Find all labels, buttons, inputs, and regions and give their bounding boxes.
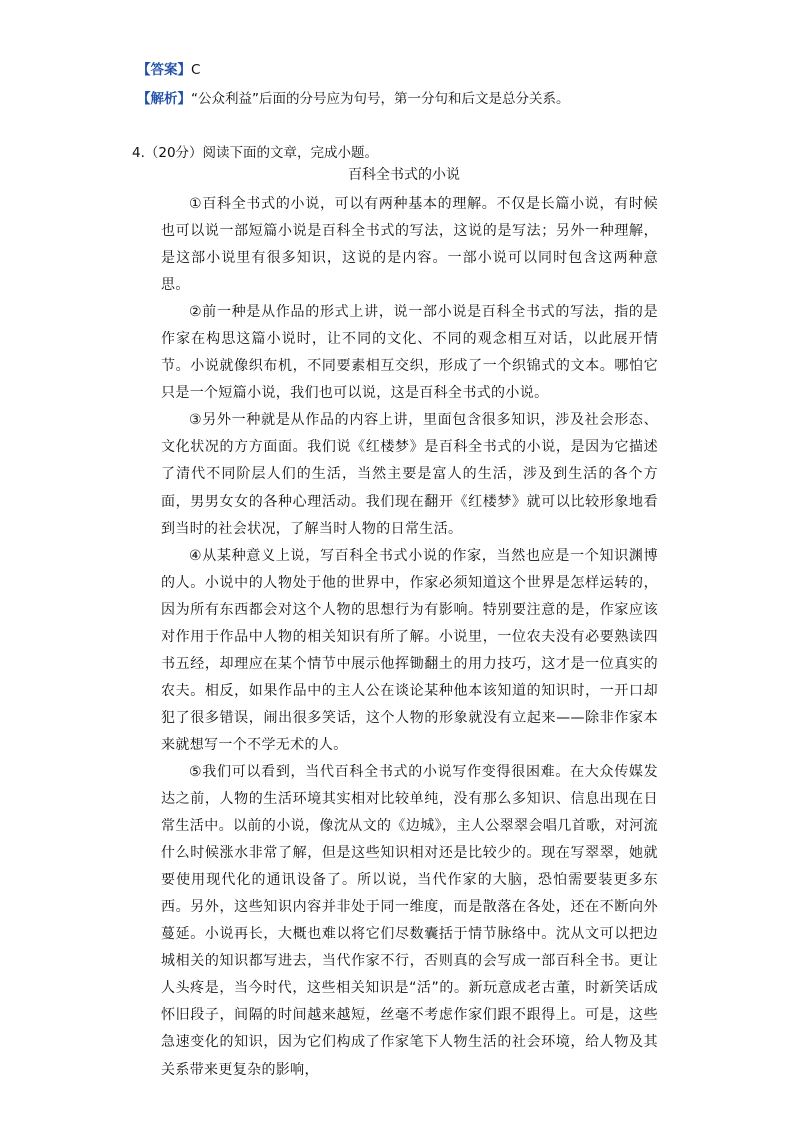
article-title: 百科全书式的小说 [348, 167, 460, 183]
analysis-text: “公众利益”后面的分号应为句号，第一分句和后文是总分关系。 [191, 91, 570, 107]
answer-line [137, 60, 200, 80]
analysis-tag: 【解析】 [137, 91, 191, 107]
paragraph-3: ③另外一种就是从作品的内容上讲，里面包含很多知识，涉及社会形态、文化状况的方方面面。我们说《红楼梦》是百科全书式的小说，是因为它描述了清代不同阶层人们的生活，当然主要是富人的生活，涉及到生活的各个方面，男男女女的各种心理活动。我们现在翻开《红楼梦》就可以比较形象地看到当时的社会状况，了解当时人物的日常生活。 [161, 412, 658, 537]
paragraph-1: ①百科全书式的小说，可以有两种基本的理解。不仅是长篇小说，有时候也可以说一部短篇小说是百科全书式的写法，这说的是写法；另外一种理解，是这部小说里有很多知识，这说的是内容。一部小说可以同时包含这两种意思。 [161, 196, 658, 294]
paragraph-2: ②前一种是从作品的形式上讲，说一部小说是百科全书式的写法，指的是作家在构思这篇小说时，让不同的文化、不同的观念相互对话，以此展开情节。小说就像织布机，不同要素相互交织，形成了一个织锦式的文本。哪怕它只是一个短篇小说，我们也可以说，这是百科全书式的小说。 [161, 304, 658, 402]
answer-tag: 【答案】 [137, 62, 191, 78]
paragraph-5: ⑤我们可以看到，当代百科全书式的小说写作变得很困难。在大众传媒发达之前，人物的生活环境其实相对比较单纯，没有那么多知识、信息出现在日常生活中。以前的小说，像沈从文的《边城》，主人公翠翠会唱几首歌，对河流什么时候涨水非常了解，但是这些知识相对还是比较少的。现在写翠翠，她就要使用现代化的通讯设备了。所以说，当代作家的大脑，恐怕需要装更多东西。另外，这些知识内容并非处于同一维度，而是散落在各处，还在不断向外蔓延。小说再长，大概也难以将它们尽数囊括于情节脉络中。沈从文可以把边城相关的知识都写进去，当代作家不行，否则真的会写成一部百科全书。更让人头疼是，当今时代，这些相关知识是“活”的。新玩意成老古董，时新笑话成怀旧段子，间隔的时间越来越短，丝毫不考虑作家们跟不跟得上。可是，这些急速变化的知识，因为它们构成了作家笔下人物生活的社会环境，给人物及其关系带来更复杂的影响， [161, 763, 658, 1078]
paragraph-4: ④从某种意义上说，写百科全书式小说的作家，当然也应是一个知识渊博的人。小说中的人物处于他的世界中，作家必须知道这个世界是怎样运转的，因为所有东西都会对这个人物的思想行为有影响。特别要注意的是，作家应该对作用于作品中人物的相关知识有所了解。小说里，一位农夫没有必要熟读四书五经，却理应在某个情节中展示他挥锄翻土的用力技巧，这才是一位真实的农夫。相反，如果作品中的主人公在谈论某种他本该知道的知识时，一开口却犯了很多错误，闹出很多笑话，这个人物的形象就没有立起来——除非作家本来就想写一个不学无术的人。 [161, 547, 658, 753]
answer-value: C [191, 62, 201, 78]
question-header: 4.（20分）阅读下面的文章，完成小题。 [132, 145, 379, 161]
analysis-line [137, 89, 570, 109]
article-body [161, 191, 658, 1084]
